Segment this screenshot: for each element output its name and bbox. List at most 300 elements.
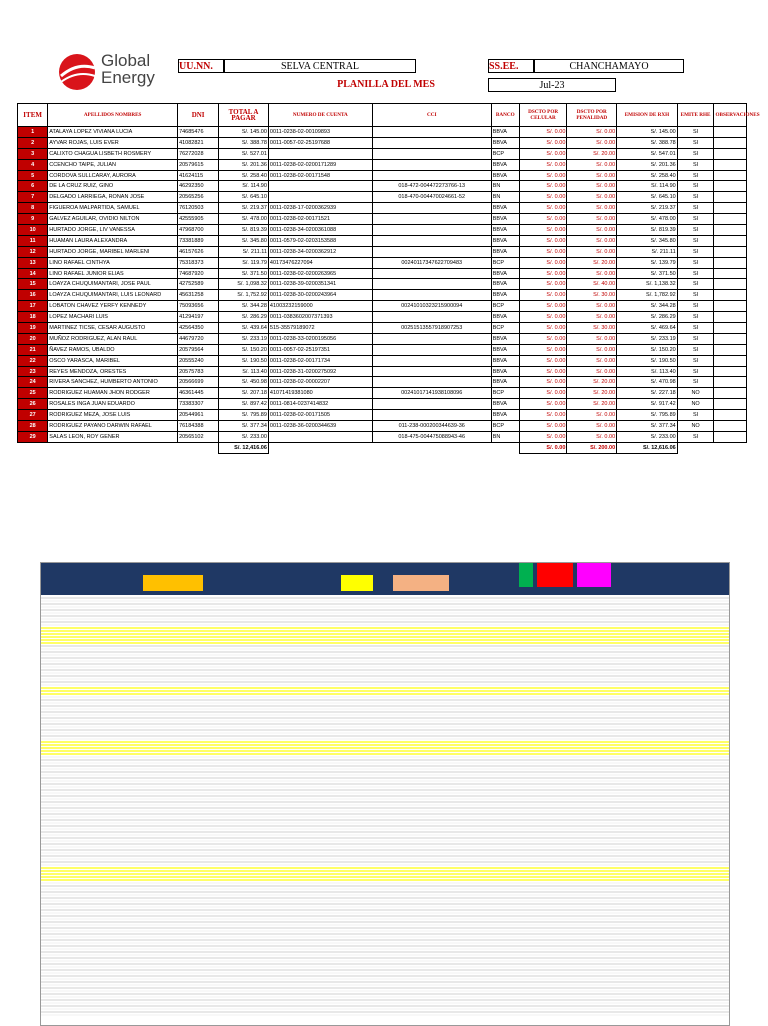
sheet-row (41, 609, 729, 611)
cell-emision: S/. 233.00 (617, 431, 678, 442)
cell-banco: BBVA (491, 137, 519, 148)
cell-obs (714, 355, 747, 366)
cell-penalidad: S/. 20.00 (567, 257, 617, 268)
cell-total: S/. 478.00 (219, 214, 269, 225)
sheet-row (41, 939, 729, 941)
cell-name: HURTADO JORGE, LIV VANESSA (48, 225, 178, 236)
sheet-row (41, 966, 729, 968)
cell-dni: 20579564 (178, 344, 219, 355)
table-row (18, 127, 747, 138)
sheet-header-orange (143, 575, 203, 591)
cell-banco: BBVA (491, 268, 519, 279)
cell-cuenta: 0011-0238-17-0200362939 (268, 203, 372, 214)
cell-name: RODRIGUEZ MEZA, JOSE LUIS (48, 410, 178, 421)
cell-total: S/. 527.01 (219, 148, 269, 159)
cell-name: LOAYZA CHUQUIMANTARI, JOSE PAUL (48, 279, 178, 290)
cell-emite: SI (677, 323, 714, 334)
cell-emision: S/. 547.01 (617, 148, 678, 159)
sheet-row (41, 744, 729, 746)
cell-obs (714, 301, 747, 312)
cell-item: 21 (18, 344, 48, 355)
table-row (18, 421, 747, 432)
sheet-row (41, 951, 729, 953)
cell-penalidad: S/. 0.00 (567, 246, 617, 257)
cell-emite: SI (677, 290, 714, 301)
sheet-row (41, 927, 729, 929)
cell-obs (714, 235, 747, 246)
cell-obs (714, 431, 747, 442)
sheet-row (41, 660, 729, 662)
sheet-row (41, 678, 729, 680)
column-header: OBSERVACIONES (714, 104, 747, 127)
cell-celular: S/. 0.00 (519, 268, 567, 279)
table-row (18, 431, 747, 442)
column-header: DSCTO POR CELULAR (519, 104, 567, 127)
cell-cuenta: 0011-0238-34-0200361088 (268, 225, 372, 236)
cell-obs (714, 181, 747, 192)
sheet-row (41, 735, 729, 737)
cell-total: S/. 371.50 (219, 268, 269, 279)
logo-swoosh-icon (55, 50, 99, 94)
total-empty (18, 442, 48, 453)
sheet-row (41, 771, 729, 773)
total-empty (48, 442, 178, 453)
cell-dni: 20555240 (178, 355, 219, 366)
cell-cci (372, 279, 491, 290)
sheet-row (41, 633, 729, 635)
cell-banco: BBVA (491, 344, 519, 355)
sheet-row (41, 900, 729, 902)
sheet-row (41, 774, 729, 776)
cell-emite: SI (677, 355, 714, 366)
table-row (18, 290, 747, 301)
sheet-row (41, 612, 729, 614)
cell-total: S/. 211.11 (219, 246, 269, 257)
cell-total: S/. 377.34 (219, 421, 269, 432)
cell-banco: BBVA (491, 279, 519, 290)
cell-cci (372, 148, 491, 159)
sheet-row (41, 864, 729, 866)
cell-penalidad: S/. 0.00 (567, 137, 617, 148)
cell-total: S/. 207.18 (219, 388, 269, 399)
cell-obs (714, 410, 747, 421)
cell-total: S/. 233.00 (219, 431, 269, 442)
cell-dni: 44679720 (178, 333, 219, 344)
sheet-row (41, 810, 729, 812)
cell-obs (714, 279, 747, 290)
cell-penalidad: S/. 0.00 (567, 366, 617, 377)
sheet-row (41, 600, 729, 602)
cell-cuenta (268, 431, 372, 442)
cell-name: MARTINEZ TICSE, CESAR AUGUSTO (48, 323, 178, 334)
cell-cci (372, 377, 491, 388)
cell-banco: BCP (491, 301, 519, 312)
total-empty (268, 442, 372, 453)
cell-obs (714, 170, 747, 181)
sheet-row (41, 876, 729, 878)
cell-cuenta: 0011-0238-02-00171521 (268, 214, 372, 225)
cell-obs (714, 323, 747, 334)
column-header: APELLIDOS NOMBRES (48, 104, 178, 127)
sheet-row (41, 630, 729, 632)
cell-dni: 20544961 (178, 410, 219, 421)
table-row (18, 279, 747, 290)
cell-item: 13 (18, 257, 48, 268)
cell-emision: S/. 150.20 (617, 344, 678, 355)
cell-total: S/. 819.39 (219, 225, 269, 236)
cell-banco: BBVA (491, 246, 519, 257)
sheet-header-green (519, 563, 533, 587)
table-row (18, 333, 747, 344)
cell-penalidad: S/. 0.00 (567, 421, 617, 432)
cell-cci (372, 312, 491, 323)
cell-cuenta (268, 192, 372, 203)
sheet-row (41, 714, 729, 716)
cell-total: S/. 113.40 (219, 366, 269, 377)
cell-celular: S/. 0.00 (519, 257, 567, 268)
cell-emision: S/. 344.28 (617, 301, 678, 312)
cell-emite: SI (677, 203, 714, 214)
cell-total: S/. 344.28 (219, 301, 269, 312)
cell-name: CCENCHO TAIPE, JULIAN (48, 159, 178, 170)
cell-total: S/. 119.79 (219, 257, 269, 268)
sheet-row (41, 705, 729, 707)
column-header: EMITE RHE (677, 104, 714, 127)
cell-penalidad: S/. 30.00 (567, 290, 617, 301)
sheet-row (41, 759, 729, 761)
sheet-row (41, 684, 729, 686)
cell-cci (372, 355, 491, 366)
sheet-row (41, 618, 729, 620)
cell-banco: BBVA (491, 127, 519, 138)
table-row (18, 410, 747, 421)
cell-penalidad: S/. 0.00 (567, 170, 617, 181)
cell-name: RODRIGUEZ HUAMAN JHON RODGER (48, 388, 178, 399)
cell-penalidad: S/. 0.00 (567, 344, 617, 355)
cell-cuenta: 0011-0238-31-0200275092 (268, 366, 372, 377)
total-empty (491, 442, 519, 453)
cell-banco: BBVA (491, 377, 519, 388)
cell-name: MUÑOZ RODRIGUEZ, ALAN RAUL (48, 333, 178, 344)
cell-cci (372, 399, 491, 410)
cell-obs (714, 225, 747, 236)
sheet-row (41, 657, 729, 659)
sheet-row (41, 945, 729, 947)
cell-penalidad: S/. 40.00 (567, 279, 617, 290)
cell-emision: S/. 470.98 (617, 377, 678, 388)
cell-emision: S/. 371.50 (617, 268, 678, 279)
cell-name: RIVERA SANCHEZ, HUMBERTO ANTONIO (48, 377, 178, 388)
cell-emite: NO (677, 388, 714, 399)
sheet-row (41, 723, 729, 725)
cell-cuenta: 0011-0238-30-0200243964 (268, 290, 372, 301)
cell-banco: BBVA (491, 170, 519, 181)
sheet-row (41, 795, 729, 797)
cell-emite: SI (677, 137, 714, 148)
cell-cci (372, 366, 491, 377)
sheet-row (41, 642, 729, 644)
sheet-row (41, 894, 729, 896)
cell-celular: S/. 0.00 (519, 127, 567, 138)
cell-obs (714, 268, 747, 279)
cell-cuenta (268, 181, 372, 192)
cell-celular: S/. 0.00 (519, 323, 567, 334)
sheet-row (41, 720, 729, 722)
cell-emision: S/. 145.00 (617, 127, 678, 138)
table-header-row (18, 104, 747, 127)
cell-penalidad: S/. 0.00 (567, 159, 617, 170)
cell-cuenta: 0011-0238-02-00171505 (268, 410, 372, 421)
logo-text (101, 52, 155, 86)
cell-obs (714, 214, 747, 225)
cell-cuenta: 0011-0238-02-0200171289 (268, 159, 372, 170)
cell-celular: S/. 0.00 (519, 312, 567, 323)
cell-emision: S/. 469.64 (617, 323, 678, 334)
sheet-row (41, 762, 729, 764)
sheet-row (41, 690, 729, 692)
sheet-row (41, 933, 729, 935)
sheet-header-red (537, 563, 573, 587)
sheet-row (41, 693, 729, 695)
column-header: NUMERO DE CUENTA (268, 104, 372, 127)
cell-banco: BN (491, 431, 519, 442)
cell-emite: NO (677, 421, 714, 432)
cell-name: GALVEZ AGUILAR, OVIDIO NILTON (48, 214, 178, 225)
uu-value: SELVA CENTRAL (224, 59, 416, 73)
cell-obs (714, 388, 747, 399)
sheet-row (41, 954, 729, 956)
sheet-row (41, 816, 729, 818)
global-energy-logo (55, 50, 185, 98)
logo-line2: Energy (101, 68, 155, 87)
cell-name: LOPEZ MACHARI LUIS (48, 312, 178, 323)
cell-celular: S/. 0.00 (519, 431, 567, 442)
totals-row (18, 442, 747, 453)
cell-penalidad: S/. 20.00 (567, 388, 617, 399)
cell-total: S/. 233.19 (219, 333, 269, 344)
cell-penalidad: S/. 20.00 (567, 377, 617, 388)
cell-item: 25 (18, 388, 48, 399)
cell-cci (372, 410, 491, 421)
sheet-row (41, 834, 729, 836)
table-row (18, 148, 747, 159)
cell-item: 9 (18, 214, 48, 225)
sheet-row (41, 882, 729, 884)
logo-line1: Global (101, 51, 151, 70)
cell-dni: 46361445 (178, 388, 219, 399)
cell-name: SALAS LEON, ROY GENER (48, 431, 178, 442)
cell-name: LOAYZA CHUQUIMANTARI, LUIS LEONARD (48, 290, 178, 301)
cell-penalidad: S/. 30.00 (567, 323, 617, 334)
sheet-row (41, 615, 729, 617)
cell-cci (372, 268, 491, 279)
cell-cci (372, 159, 491, 170)
cell-dni: 74687920 (178, 268, 219, 279)
cell-emite: SI (677, 410, 714, 421)
cell-emision: S/. 345.80 (617, 235, 678, 246)
cell-celular: S/. 0.00 (519, 159, 567, 170)
cell-emite: SI (677, 333, 714, 344)
cell-emision: S/. 645.10 (617, 192, 678, 203)
sheet-row (41, 987, 729, 989)
cell-cci (372, 137, 491, 148)
table-row (18, 137, 747, 148)
cell-dni: 20575783 (178, 366, 219, 377)
cell-obs (714, 333, 747, 344)
cell-total: S/. 439.64 (219, 323, 269, 334)
cell-emision: S/. 377.34 (617, 421, 678, 432)
cell-celular: S/. 0.00 (519, 225, 567, 236)
cell-celular: S/. 0.00 (519, 290, 567, 301)
cell-dni: 74685476 (178, 127, 219, 138)
sheet-row (41, 909, 729, 911)
cell-cci (372, 127, 491, 138)
cell-banco: BCP (491, 257, 519, 268)
cell-cci: 011-238-000200344639-36 (372, 421, 491, 432)
sheet-row (41, 912, 729, 914)
sheet-row (41, 969, 729, 971)
cell-cuenta: 0011-0238-34-0200362912 (268, 246, 372, 257)
sheet-row (41, 645, 729, 647)
sheet-row (41, 960, 729, 962)
sheet-row (41, 798, 729, 800)
cell-cuenta (268, 148, 372, 159)
cell-dni: 76120503 (178, 203, 219, 214)
cell-penalidad: S/. 0.00 (567, 127, 617, 138)
cell-celular: S/. 0.00 (519, 203, 567, 214)
cell-cci: 018-475-004475088943-46 (372, 431, 491, 442)
sheet-row (41, 891, 729, 893)
cell-obs (714, 377, 747, 388)
cell-emision: S/. 795.89 (617, 410, 678, 421)
cell-obs (714, 192, 747, 203)
cell-name: REYES MENDOZA, ORESTES (48, 366, 178, 377)
cell-penalidad: S/. 0.00 (567, 431, 617, 442)
cell-total: S/. 201.36 (219, 159, 269, 170)
cell-celular: S/. 0.00 (519, 377, 567, 388)
cell-cci (372, 225, 491, 236)
cell-cuenta: 0011-0238-02-00171734 (268, 355, 372, 366)
sheet-row (41, 813, 729, 815)
sheet-row (41, 627, 729, 629)
sheet-row (41, 855, 729, 857)
sheet-row (41, 753, 729, 755)
cell-emite: SI (677, 257, 714, 268)
sheet-row (41, 741, 729, 743)
table-row (18, 159, 747, 170)
cell-total: S/. 286.29 (219, 312, 269, 323)
cell-emite: NO (677, 399, 714, 410)
sheet-row (41, 699, 729, 701)
sheet-row (41, 906, 729, 908)
table-row (18, 377, 747, 388)
sheet-row (41, 879, 729, 881)
cell-cuenta: 0011-0057-02-25197688 (268, 137, 372, 148)
cell-dni: 76272028 (178, 148, 219, 159)
sheet-row (41, 897, 729, 899)
cell-obs (714, 399, 747, 410)
column-header: BANCO (491, 104, 519, 127)
cell-cci: 00240117347622709483 (372, 257, 491, 268)
sheet-header-yellow (341, 575, 373, 591)
cell-cci (372, 333, 491, 344)
cell-penalidad: S/. 0.00 (567, 235, 617, 246)
cell-total: S/. 897.42 (219, 399, 269, 410)
cell-celular: S/. 0.00 (519, 192, 567, 203)
cell-dni: 73381889 (178, 235, 219, 246)
cell-banco: BBVA (491, 312, 519, 323)
cell-dni: 41294197 (178, 312, 219, 323)
cell-celular: S/. 0.00 (519, 301, 567, 312)
table-row (18, 344, 747, 355)
cell-emite: SI (677, 431, 714, 442)
cell-cuenta: 41071419381080 (268, 388, 372, 399)
sheet-row (41, 867, 729, 869)
sheet-row (41, 825, 729, 827)
sheet-row (41, 930, 729, 932)
cell-emite: SI (677, 235, 714, 246)
cell-cci: 00241010323215900094 (372, 301, 491, 312)
cell-item: 17 (18, 301, 48, 312)
cell-cci (372, 170, 491, 181)
sheet-row (41, 606, 729, 608)
cell-celular: S/. 0.00 (519, 366, 567, 377)
cell-celular: S/. 0.00 (519, 355, 567, 366)
cell-celular: S/. 0.00 (519, 344, 567, 355)
cell-name: DELGADO LARRIEGA, RONAN JOSE (48, 192, 178, 203)
cell-emision: S/. 917.42 (617, 399, 678, 410)
secondary-sheet-thumbnail (40, 562, 730, 1026)
sheet-row (41, 981, 729, 983)
cell-item: 4 (18, 159, 48, 170)
sheet-row (41, 948, 729, 950)
total-emision: S/. 12,616.06 (617, 442, 678, 453)
sheet-row (41, 999, 729, 1001)
sheet-row (41, 915, 729, 917)
column-header: DNI (178, 104, 219, 127)
cell-emision: S/. 113.40 (617, 366, 678, 377)
cell-obs (714, 203, 747, 214)
cell-emite: SI (677, 225, 714, 236)
cell-name: CALIXTO CHAGUA LISBETH ROSMERY (48, 148, 178, 159)
cell-cci (372, 203, 491, 214)
sheet-row (41, 726, 729, 728)
cell-celular: S/. 0.00 (519, 399, 567, 410)
cell-banco: BBVA (491, 290, 519, 301)
table-row (18, 192, 747, 203)
sheet-row (41, 687, 729, 689)
sheet-row (41, 990, 729, 992)
table-row (18, 235, 747, 246)
sheet-row (41, 846, 729, 848)
cell-celular: S/. 0.00 (519, 170, 567, 181)
cell-celular: S/. 0.00 (519, 246, 567, 257)
cell-penalidad: S/. 0.00 (567, 203, 617, 214)
cell-dni: 47968700 (178, 225, 219, 236)
cell-item: 11 (18, 235, 48, 246)
sheet-row (41, 729, 729, 731)
cell-emite: SI (677, 192, 714, 203)
cell-penalidad: S/. 0.00 (567, 181, 617, 192)
cell-penalidad: S/. 0.00 (567, 268, 617, 279)
cell-penalidad: S/. 0.00 (567, 214, 617, 225)
column-header: TOTAL A PAGAR (219, 104, 269, 127)
cell-item: 26 (18, 399, 48, 410)
table-row (18, 181, 747, 192)
cell-cci: 00251513557918907253 (372, 323, 491, 334)
sheet-row (41, 858, 729, 860)
cell-item: 23 (18, 366, 48, 377)
